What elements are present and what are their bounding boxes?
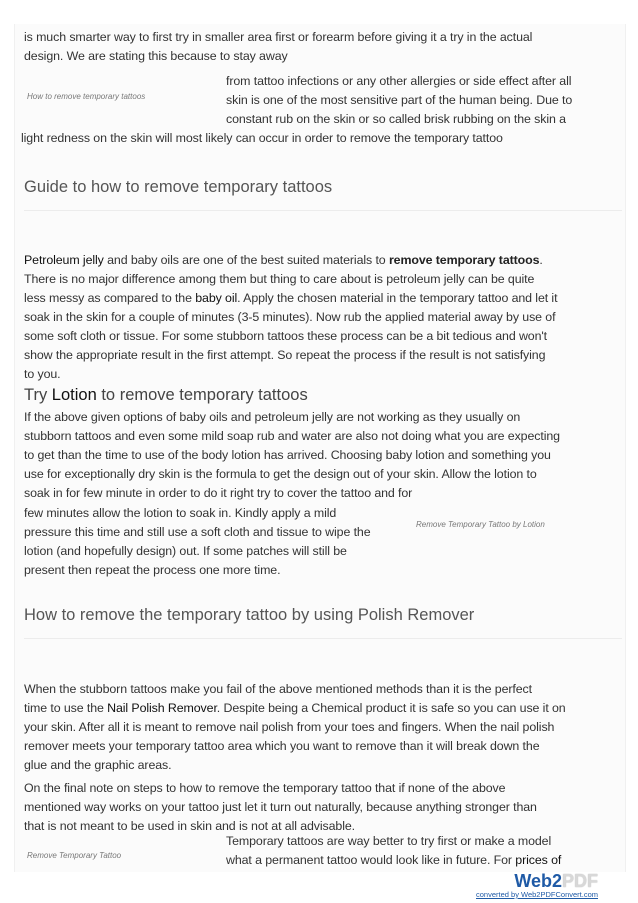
polish-line-3: your skin. After all it is meant to remove nail polish from your toes and fingers. When the nail polish bbox=[24, 720, 555, 734]
divider bbox=[24, 210, 622, 211]
lotion-side-line-2: pressure this time and still use a soft cloth and tissue to wipe the bbox=[24, 525, 371, 539]
heading-polish: How to remove the temporary tattoo by using Polish Remover bbox=[24, 606, 475, 624]
nail-polish-remover-link[interactable]: Nail Polish Remover bbox=[107, 701, 217, 715]
heading-text: Try bbox=[24, 386, 52, 404]
lotion-line-4: use for exceptionally dry skin is the formula to get the design out of your skin. Allow the lotion to bbox=[24, 467, 537, 481]
lotion-line-3: to get than the time to use of the body lotion has arrived. Choosing baby lotion and something you bbox=[24, 448, 551, 462]
lotion-side-line-1: few minutes allow the lotion to soak in. Kindly apply a mild bbox=[24, 506, 337, 520]
petroleum-text: and baby oils are one of the best suited materials to bbox=[103, 253, 389, 267]
converted-by-link[interactable]: converted by Web2PDFConvert.com bbox=[476, 890, 598, 899]
intro-side-line-1: from tattoo infections or any other allergies or side effect after all bbox=[226, 74, 572, 88]
figure-caption-remove-temporary-tattoos: How to remove temporary tattoos bbox=[27, 92, 146, 101]
petroleum-line-6: show the appropriate result in the first attempt. So repeat the process if the result is not satisfying bbox=[24, 348, 546, 362]
figure-caption-remove-temporary-tattoo: Remove Temporary Tattoo bbox=[27, 851, 122, 860]
lotion-side-line-3: lotion (and hopefully design) out. If some patches will still be bbox=[24, 544, 347, 558]
polish-text: time to use the bbox=[24, 701, 108, 715]
polish-text: what a permanent tattoo would look like in future. For bbox=[226, 853, 516, 867]
divider bbox=[24, 638, 622, 639]
petroleum-line-2: There is no major difference among them but thing to care about is petroleum jelly can be quite bbox=[24, 272, 535, 286]
final-line-1: On the final note on steps to how to remove the temporary tattoo that if none of the above bbox=[24, 781, 506, 795]
lotion-line-1: If the above given options of baby oils and petroleum jelly are not working as they usually on bbox=[24, 410, 521, 424]
figure-caption-lotion: Remove Temporary Tattoo by Lotion bbox=[416, 520, 545, 529]
lotion-line-2: stubborn tattoos and even some mild soap rub and water are also not doing what you are expecting bbox=[24, 429, 560, 443]
document-page bbox=[14, 24, 626, 872]
heading-lotion bbox=[24, 384, 308, 406]
lotion-link[interactable]: Lotion bbox=[51, 386, 97, 404]
petroleum-line-3 bbox=[24, 289, 614, 308]
lotion-side-line-4: present then repeat the process one more time. bbox=[24, 563, 281, 577]
intro-side-line-2: skin is one of the most sensitive part of the human being. Due to bbox=[226, 93, 573, 107]
petroleum-line-4: soak in the skin for a couple of minutes (3-5 minutes). Now rub the applied material away by use of bbox=[24, 310, 556, 324]
baby-oil-link[interactable]: baby oil bbox=[195, 291, 238, 305]
petroleum-text: . Apply the chosen material in the temporary tattoo and let it bbox=[237, 291, 558, 305]
polish-line-1: When the stubborn tattoos make you fail of the above mentioned methods than it is the perfect bbox=[24, 682, 532, 696]
logo-web: Web2 bbox=[514, 871, 562, 891]
polish-line-4: remover meets your temporary tattoo area which you want to remove than it will break down the bbox=[24, 739, 540, 753]
intro-line-1: is much smarter way to first try in smaller area first or forearm before giving it a try in the actual bbox=[24, 30, 533, 44]
petroleum-jelly-link[interactable]: Petroleum jelly bbox=[24, 253, 104, 267]
web2pdf-logo[interactable] bbox=[476, 872, 598, 899]
heading-text: to remove temporary tattoos bbox=[96, 386, 308, 404]
logo-wordmark bbox=[476, 872, 598, 890]
prices-of-link[interactable]: prices of bbox=[515, 853, 562, 867]
petroleum-text: less messy as compared to the bbox=[24, 291, 196, 305]
final-line-3: that is not meant to be used in skin and is not at all advisable. bbox=[24, 819, 356, 833]
polish-side-line-2 bbox=[226, 851, 620, 870]
logo-pdf: PDF bbox=[562, 871, 598, 891]
intro-line-6: light redness on the skin will most likely can occur in order to remove the temporary tattoo bbox=[21, 131, 503, 145]
petroleum-line-1 bbox=[24, 251, 614, 270]
heading-guide: Guide to how to remove temporary tattoos bbox=[24, 178, 333, 196]
polish-line-5: glue and the graphic areas. bbox=[24, 758, 172, 772]
intro-line-2: design. We are stating this because to stay away bbox=[24, 49, 288, 63]
petroleum-line-7: to you. bbox=[24, 367, 61, 381]
petroleum-line-5: some soft cloth or tissue. For some stubborn tattoos these process can be a bit tedious and won't bbox=[24, 329, 547, 343]
polish-side-line-1: Temporary tattoos are way better to try first or make a model bbox=[226, 834, 552, 848]
period: . bbox=[539, 253, 543, 267]
polish-line-2 bbox=[24, 699, 614, 718]
final-line-2: mentioned way works on your tattoo just let it turn out naturally, because anything stronger than bbox=[24, 800, 537, 814]
lotion-line-5: soak in for few minute in order to do it right try to cover the tattoo and for bbox=[24, 486, 413, 500]
intro-side-line-3: constant rub on the skin or so called brisk rubbing on the skin a bbox=[226, 112, 566, 126]
polish-text: . Despite being a Chemical product it is safe so you can use it on bbox=[216, 701, 566, 715]
remove-temporary-tattoos-link[interactable]: remove temporary tattoos bbox=[388, 253, 540, 267]
